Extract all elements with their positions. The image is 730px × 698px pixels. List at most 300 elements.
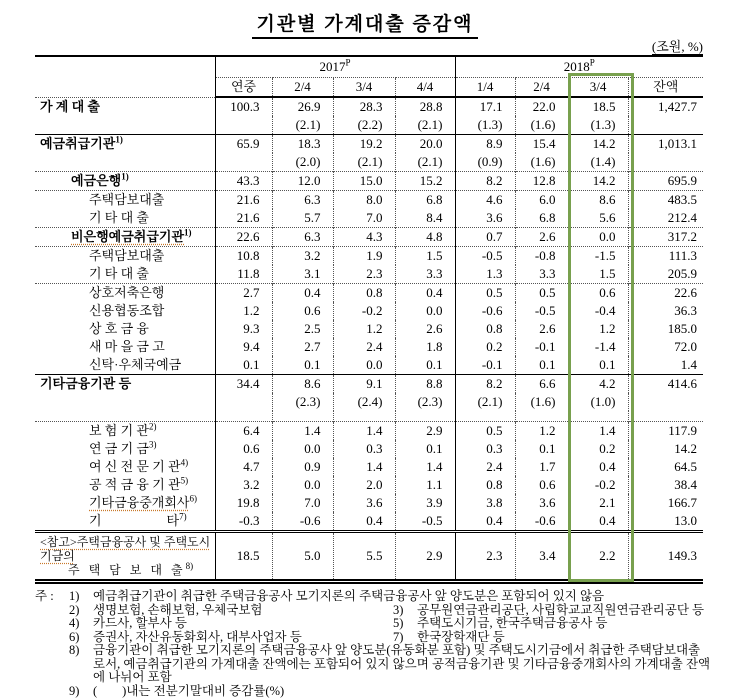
value-cell: 8.2 [455, 375, 515, 394]
value-cell [515, 411, 568, 422]
value-cell: 2.9 [395, 422, 455, 441]
row-label-text: 예금취급기관 [40, 136, 115, 151]
value-cell: 13.0 [628, 512, 703, 532]
value-cell: 0.0 [568, 228, 628, 247]
value-cell [455, 411, 515, 422]
footnotes-prefix: 주 : [35, 590, 54, 604]
value-cell: 8.4 [395, 209, 455, 228]
value-cell: 28.8 [395, 97, 455, 116]
table-row [35, 284, 703, 303]
col-header-annual: 연중 [215, 78, 272, 98]
value-cell: 2.1 [568, 494, 628, 512]
value-cell: -0.4 [568, 302, 628, 320]
value-cell: 0.8 [455, 476, 515, 494]
row-label-text: 새 마 을 금 고 [89, 339, 165, 354]
footnote-number: 8) [69, 644, 93, 658]
row-label-text: 공 적 금 융 기 관 [89, 477, 181, 492]
value-cell: 43.3 [215, 172, 272, 191]
value-cell: 15.2 [395, 172, 455, 191]
col-header-2018q2: 2/4 [515, 78, 568, 98]
row-label: 여 신 전 문 기 관$^{4)}$ [35, 458, 215, 476]
table-body [35, 97, 703, 582]
table-row [35, 191, 703, 210]
paren-cell: (1.6) [515, 116, 568, 135]
table-row [35, 228, 703, 247]
row-label-text: 신탁·우체국예금 [89, 357, 181, 372]
value-cell [272, 411, 333, 422]
row-label-text: 기 타 대 출 [89, 266, 149, 281]
value-cell: 2.0 [333, 476, 395, 494]
value-cell: 111.3 [628, 247, 703, 266]
paren-cell: (1.3) [455, 116, 515, 135]
value-cell: 3.2 [215, 476, 272, 494]
value-cell: 9.3 [215, 320, 272, 338]
value-cell: 21.6 [215, 191, 272, 210]
value-cell: 15.4 [515, 135, 568, 154]
value-cell: 9.1 [333, 375, 395, 394]
value-cell: 1.4 [272, 422, 333, 441]
value-cell: 17.1 [455, 97, 515, 116]
value-cell: 317.2 [628, 228, 703, 247]
table-row [35, 320, 703, 338]
col-header-2017q2: 2/4 [272, 78, 333, 98]
value-cell: 19.2 [333, 135, 395, 154]
row-label-text-line2: 주 택 담 보 대 출 [40, 563, 186, 577]
table-row [35, 97, 703, 116]
col-header-balance: 잔액 [628, 78, 703, 98]
value-cell: 8.8 [395, 375, 455, 394]
value-cell: 2.4 [455, 458, 515, 476]
page-title: 기관별 가계대출 증감액 [252, 9, 477, 39]
footnotes-list [69, 590, 711, 698]
value-cell: 12.8 [515, 172, 568, 191]
value-cell: 0.6 [272, 302, 333, 320]
col-header-2017q3: 3/4 [333, 78, 395, 98]
table-row [35, 458, 703, 476]
value-cell: 3.2 [272, 247, 333, 266]
value-cell: 0.1 [515, 440, 568, 458]
row-label: 예금취급기관$^{1)}$ [35, 135, 215, 154]
table-row [35, 476, 703, 494]
value-cell: 15.0 [333, 172, 395, 191]
value-cell: 695.9 [628, 172, 703, 191]
value-cell: 1.4 [333, 458, 395, 476]
paren-cell [628, 116, 703, 135]
footnote-line [69, 644, 711, 685]
footnote-number: 1) [69, 590, 93, 604]
value-cell: -0.2 [568, 476, 628, 494]
row-label-text: 상호저축은행 [89, 285, 164, 300]
value-cell: 3.3 [515, 265, 568, 284]
value-cell: 22.0 [515, 97, 568, 116]
table-row [35, 440, 703, 458]
paren-cell: (2.4) [333, 393, 395, 411]
row-label [35, 247, 215, 266]
spacer-row [35, 411, 703, 422]
value-cell: 2.3 [333, 265, 395, 284]
value-cell: 1.2 [568, 320, 628, 338]
row-label [35, 209, 215, 228]
footnote-number: 6) [69, 631, 93, 645]
row-label [35, 338, 215, 356]
value-cell: 6.8 [395, 191, 455, 210]
value-cell: 1.2 [515, 422, 568, 441]
footnote-text: 예금취급기관이 취급한 주택금융공사 모기지론의 주택금융공사 앞 양도분은 포함되어 있지 않음 [93, 590, 711, 604]
value-cell: 7.0 [272, 494, 333, 512]
footnote-text: ( )내는 전분기말대비 증감률(%) [93, 685, 711, 698]
paren-cell: (2.3) [395, 393, 455, 411]
value-cell: -0.5 [395, 512, 455, 532]
value-cell: 205.9 [628, 265, 703, 284]
title-row [0, 0, 730, 39]
paren-cell: (2.0) [272, 153, 333, 172]
footnote-text: 증권사, 자산유동화회사, 대부사업자 등 [93, 631, 393, 645]
value-cell: 0.8 [333, 284, 395, 303]
table-row [35, 356, 703, 375]
value-cell: 0.0 [395, 302, 455, 320]
value-cell: 5.5 [333, 532, 395, 582]
corner-cell [35, 56, 215, 97]
value-cell: 1.9 [333, 247, 395, 266]
footnote-line [69, 617, 711, 631]
value-cell: 2.7 [272, 338, 333, 356]
value-cell: 1.7 [515, 458, 568, 476]
row-label [35, 320, 215, 338]
row-label [35, 97, 215, 116]
value-cell: 18.5 [568, 97, 628, 116]
footnote-number: 7) [393, 631, 417, 645]
value-cell [395, 411, 455, 422]
footnote-number: 2) [69, 604, 93, 618]
value-cell: 2.7 [215, 284, 272, 303]
value-cell: 2.4 [333, 338, 395, 356]
value-cell: 1.4 [628, 356, 703, 375]
value-cell: 149.3 [628, 532, 703, 582]
value-cell: -0.3 [215, 512, 272, 532]
row-label [35, 356, 215, 375]
row-label: 기타금융중개회사$^{6)}$ [35, 494, 215, 512]
paren-cell [628, 393, 703, 411]
table-row [35, 532, 703, 582]
value-cell: 0.1 [395, 440, 455, 458]
row-label: 연 금 기 금$^{3)}$ [35, 440, 215, 458]
value-cell: 6.4 [215, 422, 272, 441]
paren-cell: (2.1) [333, 153, 395, 172]
value-cell: 6.3 [272, 228, 333, 247]
table-row [35, 375, 703, 394]
value-cell: 1.4 [395, 458, 455, 476]
value-cell: 0.1 [272, 356, 333, 375]
row-label [35, 284, 215, 303]
value-cell [215, 411, 272, 422]
value-cell: 185.0 [628, 320, 703, 338]
table-row [35, 209, 703, 228]
value-cell: 414.6 [628, 375, 703, 394]
value-cell: 14.2 [568, 172, 628, 191]
value-cell: 2.5 [272, 320, 333, 338]
value-cell: 1.5 [568, 265, 628, 284]
value-cell: -1.5 [568, 247, 628, 266]
value-cell: 2.3 [455, 532, 515, 582]
value-cell: 4.2 [568, 375, 628, 394]
paren-cell: (0.9) [455, 153, 515, 172]
value-cell: 0.8 [455, 320, 515, 338]
value-cell: 4.3 [333, 228, 395, 247]
row-label [35, 375, 215, 394]
row-label-text: 주택담보대출 [89, 248, 164, 263]
value-cell: 14.2 [568, 135, 628, 154]
col-header-2018q3: 3/4 [568, 78, 628, 98]
value-cell: 8.2 [455, 172, 515, 191]
value-cell: 5.0 [272, 532, 333, 582]
footnote-text: 주택도시기금, 한국주택금융공사 등 [417, 617, 711, 631]
value-cell: 166.7 [628, 494, 703, 512]
row-label-text: 보 험 기 관 [89, 423, 149, 438]
value-cell: 1.4 [333, 422, 395, 441]
row-label [35, 265, 215, 284]
footnote-number: 5) [393, 617, 417, 631]
year-2018-label: 2018 [564, 59, 590, 74]
paren-cell: (1.3) [568, 116, 628, 135]
value-cell: 0.0 [272, 476, 333, 494]
value-cell: 0.1 [515, 356, 568, 375]
col-header-2017q4: 4/4 [395, 78, 455, 98]
footnote-line [69, 685, 711, 698]
year-2017-label: 2017 [320, 59, 346, 74]
year-header-2017 [215, 56, 455, 78]
value-cell: 0.7 [455, 228, 515, 247]
value-cell: 8.9 [455, 135, 515, 154]
value-cell: 0.2 [455, 338, 515, 356]
table-row [35, 247, 703, 266]
value-cell: 2.6 [515, 228, 568, 247]
row-label: 공 적 금 융 기 관$^{5)}$ [35, 476, 215, 494]
table-row [35, 422, 703, 441]
value-cell: 0.3 [455, 440, 515, 458]
value-cell [333, 411, 395, 422]
row-label-text: 기 타 [89, 513, 179, 528]
value-cell: 8.6 [272, 375, 333, 394]
paren-cell: (2.1) [272, 116, 333, 135]
paren-cell: (2.1) [455, 393, 515, 411]
col-header-2018q1: 1/4 [455, 78, 515, 98]
row-label-text: 예금은행 [71, 173, 121, 188]
value-cell: 1.8 [395, 338, 455, 356]
row-label-text: 기타금융중개회사 [89, 495, 189, 510]
paren-cell [215, 116, 272, 135]
paren-cell: (2.1) [395, 153, 455, 172]
value-cell: -0.2 [333, 302, 395, 320]
year-2017-sup: P [346, 58, 351, 68]
footnote-text: 공무원연금관리공단, 사립학교교직원연금관리공단 등 [417, 604, 711, 618]
paren-cell: (1.6) [515, 393, 568, 411]
row-label: 보 험 기 관$^{2)}$ [35, 422, 215, 441]
value-cell: 65.9 [215, 135, 272, 154]
value-cell: 100.3 [215, 97, 272, 116]
value-cell: -1.4 [568, 338, 628, 356]
value-cell: 5.7 [272, 209, 333, 228]
paren-cell: (1.6) [515, 153, 568, 172]
value-cell: -0.6 [272, 512, 333, 532]
value-cell: 10.8 [215, 247, 272, 266]
value-cell: 0.1 [215, 356, 272, 375]
value-cell: 0.6 [215, 440, 272, 458]
value-cell: 0.1 [395, 356, 455, 375]
value-cell: 0.5 [455, 422, 515, 441]
table-wrap [35, 55, 703, 584]
row-label-text: 연 금 기 금 [89, 441, 149, 456]
value-cell [628, 411, 703, 422]
row-label [35, 411, 215, 422]
value-cell: 1.2 [333, 320, 395, 338]
value-cell: 7.0 [333, 209, 395, 228]
footnote-line [69, 590, 711, 604]
table-header [35, 56, 703, 97]
value-cell: 1.4 [568, 422, 628, 441]
value-cell: 3.8 [455, 494, 515, 512]
paren-row [35, 116, 703, 135]
value-cell: 34.4 [215, 375, 272, 394]
value-cell: 6.0 [515, 191, 568, 210]
value-cell: 117.9 [628, 422, 703, 441]
year-2018-sup: P [590, 58, 595, 68]
footnotes [35, 590, 711, 698]
value-cell: -0.6 [515, 512, 568, 532]
paren-cell: (2.2) [333, 116, 395, 135]
value-cell: 1,427.7 [628, 97, 703, 116]
value-cell: 22.6 [215, 228, 272, 247]
value-cell: 14.2 [628, 440, 703, 458]
paren-cell: (2.3) [272, 393, 333, 411]
value-cell: 3.9 [395, 494, 455, 512]
value-cell: 1,013.1 [628, 135, 703, 154]
row-label-empty [35, 116, 215, 135]
value-cell: 0.4 [272, 284, 333, 303]
value-cell: 4.6 [455, 191, 515, 210]
row-label-text: 신용협동조합 [89, 303, 164, 318]
table-row [35, 172, 703, 191]
table-row [35, 302, 703, 320]
value-cell: -0.5 [515, 302, 568, 320]
value-cell: 21.6 [215, 209, 272, 228]
row-label-text: 비은행예금취급기관 [71, 229, 184, 244]
value-cell: 0.4 [395, 284, 455, 303]
value-cell: 0.2 [568, 440, 628, 458]
value-cell: 6.8 [515, 209, 568, 228]
value-cell: 0.4 [568, 512, 628, 532]
value-cell: 483.5 [628, 191, 703, 210]
value-cell: 1.5 [395, 247, 455, 266]
value-cell: 2.6 [395, 320, 455, 338]
value-cell: 8.0 [333, 191, 395, 210]
value-cell: 2.9 [395, 532, 455, 582]
value-cell: 2.6 [515, 320, 568, 338]
value-cell: 0.4 [455, 512, 515, 532]
value-cell: 1.3 [455, 265, 515, 284]
value-cell: 1.2 [215, 302, 272, 320]
value-cell: 0.3 [333, 440, 395, 458]
row-label: 기 타$^{7)}$ [35, 512, 215, 532]
value-cell: 6.3 [272, 191, 333, 210]
paren-cell [215, 393, 272, 411]
footnote-text: 카드사, 할부사 등 [93, 617, 393, 631]
footnote-number: 3) [393, 604, 417, 618]
value-cell: 0.0 [333, 356, 395, 375]
footnote-text: 한국장학재단 등 [417, 631, 711, 645]
footnote-number: 9) [69, 685, 93, 698]
table-row [35, 494, 703, 512]
row-label-empty [35, 153, 215, 172]
value-cell: 3.4 [515, 532, 568, 582]
row-label-text: 기 타 대 출 [89, 210, 149, 225]
row-label: <참고>주택금융공사 및 주택도시기금의 주 택 담 보 대 출$^{8)}$ [35, 532, 215, 582]
value-cell: 26.9 [272, 97, 333, 116]
value-cell: 18.3 [272, 135, 333, 154]
household-loan-table [35, 55, 703, 584]
paren-cell: (1.0) [568, 393, 628, 411]
paren-cell [628, 153, 703, 172]
value-cell: 6.6 [515, 375, 568, 394]
paren-cell [215, 153, 272, 172]
value-cell: 28.3 [333, 97, 395, 116]
footnote-number: 4) [69, 617, 93, 631]
value-cell [568, 411, 628, 422]
row-label-empty [35, 393, 215, 411]
footnote-text: 생명보험, 손해보험, 우체국보험 [93, 604, 393, 618]
value-cell: 3.6 [333, 494, 395, 512]
table-row [35, 265, 703, 284]
year-header-2018 [455, 56, 703, 78]
row-label: 예금은행$^{1)}$ [35, 172, 215, 191]
row-label-text: 주택담보대출 [89, 192, 164, 207]
value-cell: 12.0 [272, 172, 333, 191]
value-cell: 1.1 [395, 476, 455, 494]
value-cell: 5.6 [568, 209, 628, 228]
value-cell: 0.1 [568, 356, 628, 375]
value-cell: 0.4 [568, 458, 628, 476]
value-cell: -0.8 [515, 247, 568, 266]
value-cell: -0.6 [455, 302, 515, 320]
paren-row [35, 393, 703, 411]
row-label-text: 가 계 대 출 [40, 99, 100, 114]
value-cell: 0.9 [272, 458, 333, 476]
value-cell: 3.6 [455, 209, 515, 228]
value-cell: 0.6 [515, 476, 568, 494]
value-cell: -0.1 [515, 338, 568, 356]
row-label-text: <참고>주택금융공사 및 주택도시기금의 [40, 535, 210, 563]
value-cell: 8.6 [568, 191, 628, 210]
row-label-text: 상 호 금 융 [89, 321, 149, 336]
table-row [35, 512, 703, 532]
value-cell: 0.5 [455, 284, 515, 303]
unit-row [35, 40, 703, 54]
value-cell: 3.3 [395, 265, 455, 284]
value-cell: 0.5 [515, 284, 568, 303]
value-cell: 72.0 [628, 338, 703, 356]
unit-label: (조원, %) [652, 39, 703, 55]
row-label: 비은행예금취급기관$^{1)}$ [35, 228, 215, 247]
footnote-text: 금융기관이 취급한 모기지론의 주택금융공사 앞 양도분(유동화분 포함) 및 주택도시기금에서 취급한 주택담보대출로서, 예금취급기관의 가계대출 잔액에는 포함되어 있지 않으며 공적금융기관 및 기타금융중개회사의 가계대출 잔액에 나뉘어 포함 [93, 644, 711, 685]
value-cell: 4.8 [395, 228, 455, 247]
value-cell: 11.8 [215, 265, 272, 284]
row-label-text: 기타금융기관 등 [40, 376, 131, 391]
year-header-row [35, 56, 703, 78]
table-row [35, 338, 703, 356]
value-cell: 18.5 [215, 532, 272, 582]
row-label [35, 191, 215, 210]
value-cell: 64.5 [628, 458, 703, 476]
value-cell: 2.2 [568, 532, 628, 582]
